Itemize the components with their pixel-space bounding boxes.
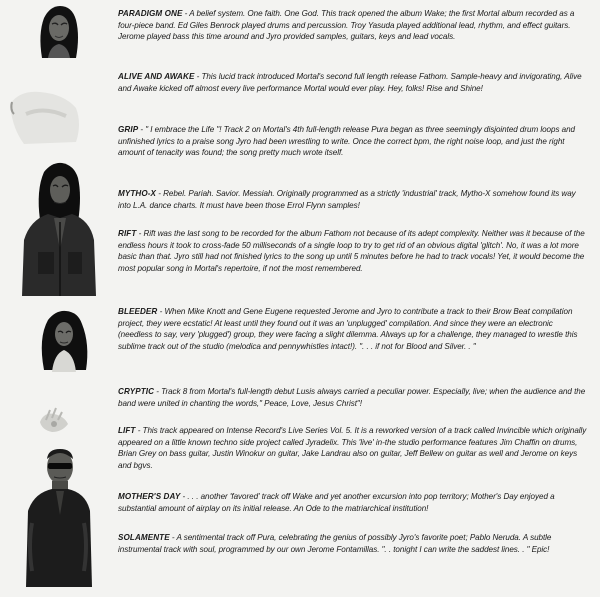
track-title: BLEEDER — [118, 307, 158, 316]
track-description: Rebel. Pariah. Savior. Messiah. Originally programmed as a strictly 'industrial' track, Mytho-X somehow found its way into L.A. dance charts. It must have been those Errol Flynn samples! — [118, 189, 576, 210]
band-member-photo-2 — [6, 84, 86, 146]
track-description: A belief system. One faith. One God. This track opened the album Wake; the first Mortal album recorded as a four-piece band. Ed Giles Benrock played drums and percussion. Troy Yasuda played additional lead, rhythm, and effect guitars. Jerome played bass this time around and Jyro provided samples, guitars, keys and lead vocals. — [118, 9, 575, 42]
track-note-cryptic — [118, 386, 588, 409]
track-description: Rift was the last song to be recorded for the album Fathom not because of its adept complexity. Neither was it because of the endless hours it took to cross-fade 50 milliseconds of a single loop to try to get rid of an obvious digital 'glitch'. No, it was a lot more basic than that. Jyro still had not finished lyrics to the song up until 5 minutes before he had to track vocals! Yet, it would become the most popular song in Mortal's repertoire, if not the most remembered. — [118, 229, 585, 273]
separator: - — [182, 492, 188, 501]
track-title: CRYPTIC — [118, 387, 155, 396]
track-title: PARADIGM ONE — [118, 9, 183, 18]
track-description: This lucid track introduced Mortal's second full length release Fathom. Sample-heavy and invigorating, Alive and Awake kicked off almost every live performance Mortal would ever play. Hey, folks! Rise and Shine! — [118, 72, 582, 93]
band-member-photo-1 — [28, 4, 88, 62]
track-description: Track 8 from Mortal's full-length debut Lusis always carried a peculiar power. Especially, live; when the audience and the band were united in chanting the words," Peace, Love, Jesus Christ"! — [118, 387, 586, 408]
track-note-mytho-x — [118, 188, 588, 211]
band-member-photo-6 — [18, 445, 98, 587]
separator: - — [184, 9, 190, 18]
track-note-lift — [118, 425, 588, 471]
band-member-photo-3 — [18, 160, 98, 296]
separator: - — [196, 72, 202, 81]
separator: - — [159, 307, 165, 316]
track-title: SOLAMENTE — [118, 533, 170, 542]
track-note-bleeder — [118, 306, 588, 352]
track-description: " I embrace the Life "! Track 2 on Mortal's 4th full-length release Pura began as three seemingly disjointed drum loops and unfinished lyrics to a praise song Jyro had been wrestling to write. Once the correct bpm, the right noise loop, and just the right amount of tenacity was found; the song pretty much wrote itself. — [118, 125, 576, 158]
track-note-mothers-day — [118, 491, 588, 514]
track-title: ALIVE AND AWAKE — [118, 72, 195, 81]
track-description: When Mike Knott and Gene Eugene requested Jerome and Jyro to contribute a track to their Brow Beat compilation project, they were ecstatic! At least until they found out it was an 'unplugged' compilation. And since they were an electronic (needless to say, very 'plugged') group, they were facing a slight dilemma. Always up for a challenge, they managed to wrestle this sublime track out of the studio (melodica and pennywhistles intact!). ". . . if not for Blood and Silver. . " — [118, 307, 578, 351]
separator: - — [137, 426, 143, 435]
track-title: RIFT — [118, 229, 137, 238]
track-description: This track appeared on Intense Record's Live Series Vol. 5. It is a reworked version of a track called Invincible which originally appeared on a little known techno side project called Jyradelix. This 'live' in-the studio performance features Jim Chaffin on drums, Brian Grey on bass guitar, Justin Winokur on guitar, Jake Landrau also on guitar, Jeff Bellew on guitar as well and Jerome on keys and bgvs. — [118, 426, 587, 470]
track-title: MOTHER'S DAY — [118, 492, 181, 501]
track-title: GRIP — [118, 125, 139, 134]
band-member-photo-5 — [34, 404, 74, 438]
track-title: LIFT — [118, 426, 136, 435]
track-note-paradigm-one — [118, 8, 588, 43]
track-note-rift — [118, 228, 588, 274]
track-description: A sentimental track off Pura, celebrating the genius of possibly Jyro's favorite poet; Pablo Neruda. A subtle instrumental track with soul, programmed by our own Jerome Fontamillas. ". . tonight I can write the saddest lines. . " Epic! — [118, 533, 552, 554]
band-member-photo-4 — [36, 310, 92, 372]
track-note-alive-and-awake — [118, 71, 588, 94]
separator: - — [138, 229, 144, 238]
separator: - — [156, 387, 162, 396]
track-note-solamente — [118, 532, 588, 555]
track-note-grip — [118, 124, 588, 159]
photo-column — [0, 0, 110, 597]
separator: - — [158, 189, 164, 198]
separator: - — [171, 533, 177, 542]
separator: - — [140, 125, 146, 134]
track-title: MYTHO-X — [118, 189, 157, 198]
track-description: . . . another 'favored' track off Wake and yet another excursion into pop territory; Mother's Day enjoyed a substantial amount of airplay on its initial release. An Ode to the matriarchical institution! — [118, 492, 555, 513]
